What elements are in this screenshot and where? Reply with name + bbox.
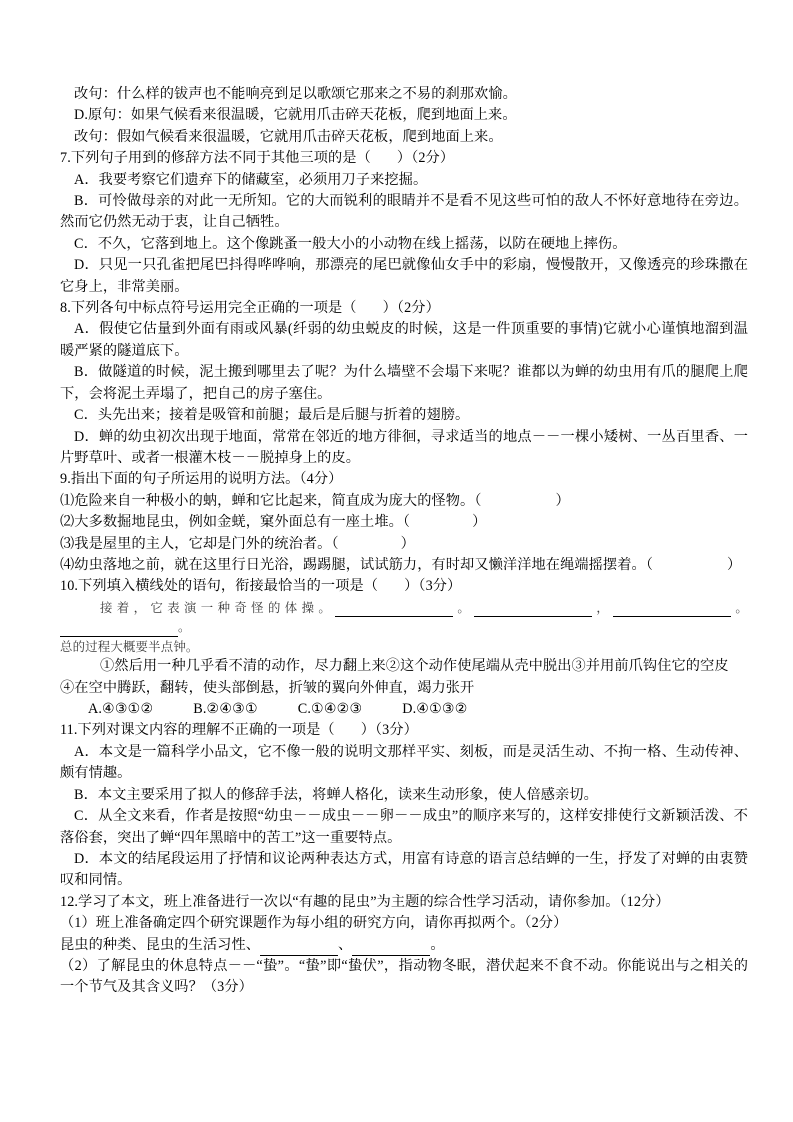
passage-lead-text: 接着，它表演一种奇怪的体操。 [100,599,336,615]
question-11-stem-tail: ）（3分） [360,722,418,739]
item-label: ⑶ [60,535,75,552]
question-7-stem [60,148,748,169]
carryover-text-3: 改句：假如气候看来很温暖，它就用爪击碎天花板，爬到地面上来。 [74,128,503,145]
item-text: 我是屋里的主人，它却是门外的统治者。（ [74,535,339,552]
question-7-stem-text: 下列句子用到的修辞方法不同于其他三项的是（ [70,150,371,167]
question-9-number: 9. [60,471,71,488]
sub-label: （1） [60,915,96,932]
option-label: B． [74,364,99,381]
sub-text: 了解昆虫的休息特点－－“蛰”。“蛰”即“蛰伏”，指动物冬眠，潜伏起来不食不动。你能说出与之相关的一个节气及其含义吗？（3分） [60,957,748,996]
question-7-stem-tail: ）（2分） [396,150,455,167]
option-label: C． [74,407,98,424]
question-8-option-b[interactable] [60,362,748,405]
passage-blank-2[interactable] [474,604,592,617]
question-10-choice-c[interactable] [284,699,363,720]
question-9-item-1 [60,491,748,512]
option-label: D． [74,257,99,274]
option-text: 我要考察它们遗弃下的储藏室，必须用刀子来挖掘。 [98,171,428,188]
question-9-item-3 [60,534,748,555]
question-10-fragments-line-2 [60,678,748,699]
option-label: B． [74,786,98,803]
item-tail: ） [555,492,570,509]
question-11-option-b[interactable] [60,785,748,806]
question-10-stem-text: 下列填入横线处的语句，衔接最恰当的一项是（ [78,578,379,595]
option-text: 本文是一篇科学小品文，它不像一般的说明文那样平实、刻板，而是灵活生动、不拘一格、生动传神、颇有情趣。 [60,743,748,782]
option-label: A． [74,321,100,338]
question-8-option-a[interactable] [60,319,748,362]
carryover-line-3 [60,127,748,148]
item-text: 大多数掘地昆虫，例如金蜣，窠外面总有一座土堆。（ [74,514,411,531]
passage-blank-3[interactable] [613,604,731,617]
question-7-number: 7. [60,150,71,167]
option-text: 从全文来看，作者是按照“幼虫－－成虫－－卵－－成虫”的顺序来写的，这样安排使行文新颖活泼、不落俗套，突出了蝉“四年黑暗中的苦工”这一重要特点。 [60,808,748,846]
question-10-passage-line-2 [60,637,748,657]
question-8-stem-tail: ）（2分） [382,300,440,317]
item-text: 幼虫落地之前，就在这里行日光浴，踢踢腿，试试筋力，有时却又懒洋洋地在绳端摇摆着。（ [74,556,653,573]
question-9-stem [60,469,748,490]
option-label: D． [74,850,99,867]
question-7-option-b[interactable] [60,191,748,234]
sub-answer-end: 。 [430,936,445,953]
question-10-number: 10. [60,578,79,595]
passage-sep-3: 。 [731,599,749,615]
question-8-stem [60,298,748,319]
choice-label: A. [88,701,102,718]
passage-sep-1: 。 [453,599,475,615]
question-11-option-a[interactable] [60,742,748,785]
option-label: B． [74,193,99,210]
question-11-option-c[interactable] [60,806,748,849]
passage-end-text: 总的过程大概要半点钟。 [60,638,199,654]
fragments-text-2: ④在空中腾跃，翻转，使头部倒悬，折皱的翼向外伸直，竭力张开 [60,679,475,696]
question-7-option-d[interactable] [60,255,748,298]
question-12-sub-1-answer [60,935,748,956]
sub-answer-lead: 昆虫的种类、昆虫的生活习性、 [60,936,261,953]
question-11-number: 11. [60,722,78,739]
option-text: 只见一只孔雀把尾巴抖得哗哗响，那漂亮的尾巴就像仙女手中的彩扇，慢慢散开，又像透亮的珍珠撒在它身上，非常美丽。 [60,257,748,295]
question-12-number: 12. [60,893,79,910]
carryover-text-2: 原句：如果气候看来很温暖，它就用爪击碎天花板，爬到地面上来。 [88,107,517,124]
question-9-item-4 [60,555,748,576]
option-label: C． [74,808,99,825]
sub-answer-blank-1[interactable] [260,941,338,955]
passage-blank-4[interactable] [60,624,178,637]
fragments-text-1: ①然后用一种几乎看不清的动作，尽力翻上来②这个动作使尾端从壳中脱出③并用前爪钩住它的空皮 [100,658,729,675]
question-12-stem [60,892,748,913]
question-8-stem-text: 下列各句中标点符号运用完全正确的一项是（ [70,300,357,317]
option-text: 头先出来；接着是吸管和前腿；最后是后腿与折着的翅膀。 [97,407,470,424]
item-text: 危险来自一种极小的蚋，蝉和它比起来，简直成为庞大的怪物。（ [74,492,482,509]
sub-answer-sep: 、 [338,936,353,953]
question-9-item-2 [60,512,748,533]
item-tail: ） [727,556,742,573]
question-11-stem-text: 下列对课文内容的理解不正确的一项是（ [77,722,335,739]
carryover-line-1 [60,84,748,105]
carryover-line-2 [60,105,748,126]
item-label: ⑷ [60,556,75,573]
carryover-text-1: 改句：什么样的钹声也不能响亮到足以歌颂它那来之不易的刹那欢愉。 [74,86,517,102]
sub-answer-blank-2[interactable] [352,941,430,955]
question-12-sub-2 [60,956,748,999]
option-text: 不久，它落到地上。这个像跳蚤一般大小的小动物在线上摇荡，以防在硬地上摔伤。 [97,235,627,252]
choice-text: ④③①② [102,701,154,718]
question-10-passage-line-1 [60,598,748,637]
option-label: D． [74,428,99,445]
question-9-stem-text: 指出下面的句子所运用的说明方法。（4分） [70,471,343,488]
option-label: A． [74,743,99,760]
question-10-stem [60,576,748,597]
item-label: ⑴ [60,492,75,509]
option-text: 做隧道的时候，泥土搬到哪里去了呢？为什么墙壁不会塌下来呢？谁都以为蝉的幼虫用有爪的腿爬上爬下，会将泥土弄塌了，把自己的房子塞住。 [60,364,748,402]
question-10-stem-tail: ）（3分） [404,578,462,595]
question-10-choice-d[interactable] [388,699,467,720]
option-text: 假使它估量到外面有雨或风暴(纤弱的幼虫蜕皮的时候，这是一件顶重要的事情)它就小心谨慎地溜到温暖严紧的隧道底下。 [60,321,748,359]
question-12-stem-text: 学习了本文，班上准备进行一次以“有趣的昆虫”为主题的综合性学习活动，请你参加。（12分） [78,893,670,910]
choice-text: ②④③① [206,701,258,718]
question-11-option-d[interactable] [60,849,748,892]
question-10-choice-a[interactable] [74,699,153,720]
question-8-option-d[interactable] [60,427,748,470]
choice-label: C. [297,701,311,718]
passage-sep-2: ， [592,599,614,615]
question-11-stem [60,720,748,741]
sub-text: 班上准备确定四个研究课题作为每小组的研究方向，请你再拟两个。（2分） [95,915,568,932]
passage-blank-1[interactable] [335,604,453,617]
question-7-option-a[interactable] [60,170,748,191]
option-text: 可怜做母亲的对此一无所知。它的大而锐利的眼睛并不是看不见这些可怕的敌人不怀好意地待在旁边。然而它仍然无动于衷，让自己牺牲。 [60,193,748,231]
carryover-label-d: D. [74,107,88,124]
item-label: ⑵ [60,514,75,531]
option-label: A． [74,171,99,188]
option-label: C． [74,235,98,252]
choice-label: D. [402,701,417,718]
choice-text: ①④②③ [311,701,363,718]
question-10-choices [60,699,748,720]
option-text: 本文的结尾段运用了抒情和议论两种表达方式，用富有诗意的语言总结蝉的一生，抒发了对蝉的由衷赞叹和同情。 [60,850,748,889]
question-10-choice-b[interactable] [179,699,258,720]
item-tail: ） [472,514,487,531]
question-8-number: 8. [60,300,71,317]
passage-sep-4: 。 [178,619,191,635]
page-content [60,84,748,999]
question-10-fragments-line-1 [60,656,748,677]
option-text: 本文主要采用了拟人的修辞手法，将蝉人格化，读来生动形象，使人倍感亲切。 [97,786,598,803]
choice-label: B. [193,701,207,718]
question-7-option-c[interactable] [60,234,748,255]
option-text: 蝉的幼虫初次出现于地面，常常在邻近的地方徘徊，寻求适当的地点－－一棵小矮树、一丛百里香、一片野草叶、或者一根灌木枝－－脱掉身上的皮。 [60,428,748,466]
choice-text: ④①③② [416,701,468,718]
question-8-option-c[interactable] [60,405,748,426]
item-tail: ） [400,535,415,552]
sub-label: （2） [60,957,97,974]
question-12-sub-1 [60,913,748,934]
